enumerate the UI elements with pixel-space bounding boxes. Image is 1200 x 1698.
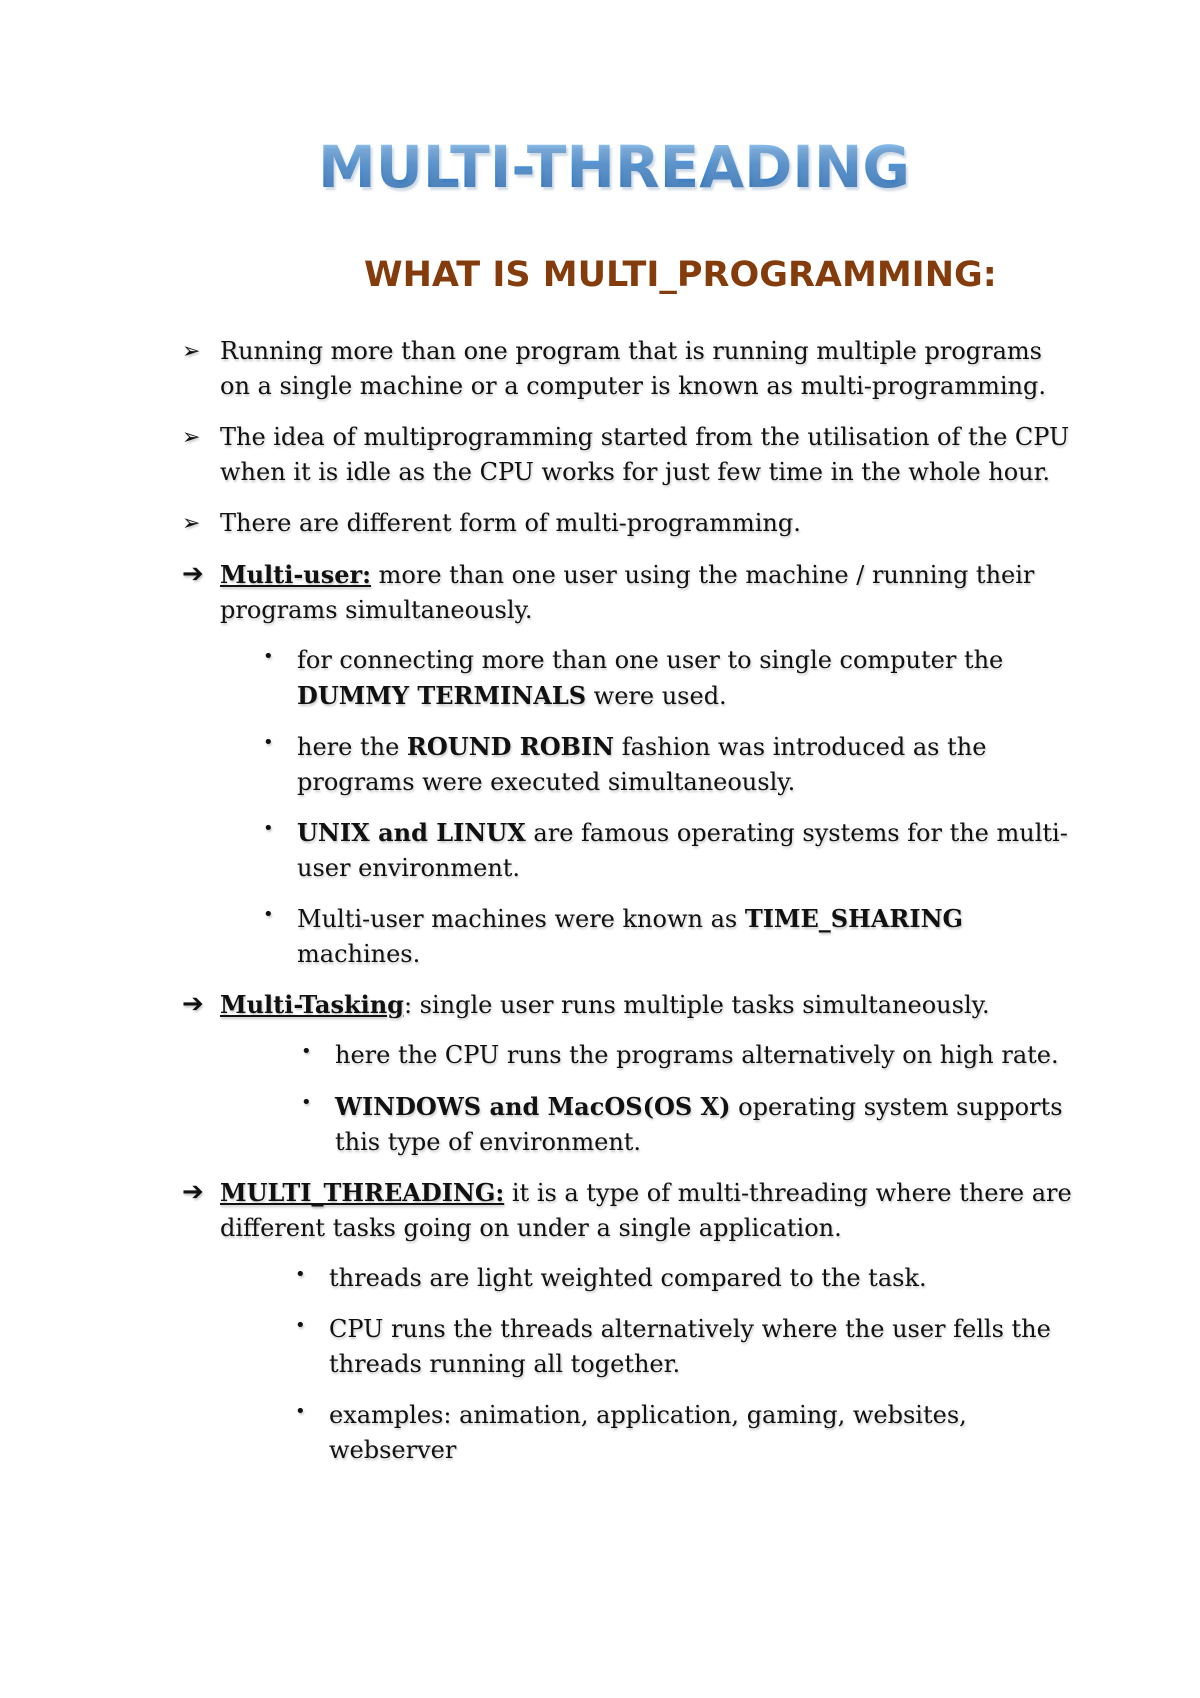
- dot-bullet-icon: •: [301, 1041, 312, 1062]
- intro-text: Running more than one program that is running multiple programs: [220, 337, 1042, 365]
- sub-bullet: [295, 1312, 1051, 1382]
- bullet-text: this type of environment.: [335, 1128, 642, 1156]
- bullet-text: here the: [297, 733, 407, 761]
- dot-bullet-icon: •: [295, 1401, 306, 1422]
- triangle-bullet-icon: ➢: [182, 339, 201, 364]
- multi-threading-section: [182, 1175, 1072, 1246]
- arrow-bullet-icon: ➔: [182, 559, 204, 589]
- sub-bullet: [263, 729, 987, 800]
- bullet-text: operating system supports: [730, 1093, 1063, 1121]
- sub-bullet: [263, 901, 964, 972]
- dot-bullet-icon: •: [263, 646, 274, 667]
- dot-bullet-icon: •: [295, 1315, 306, 1336]
- intro-item: [182, 506, 801, 541]
- intro-text: The idea of multiprogramming started from the utilisation of the CPU: [220, 423, 1070, 451]
- bullet-text: were used.: [586, 682, 727, 710]
- bold-term: ROUND ROBIN: [406, 732, 615, 761]
- section-text: different tasks going on under a single application.: [220, 1214, 842, 1242]
- bold-term: WINDOWS and MacOS(OS X): [335, 1092, 731, 1121]
- dot-bullet-icon: •: [263, 732, 274, 753]
- bullet-text: programs were executed simultaneously.: [297, 768, 796, 796]
- arrow-bullet-icon: ➔: [182, 989, 204, 1019]
- triangle-bullet-icon: ➢: [182, 511, 201, 536]
- bold-term: DUMMY TERMINALS: [297, 681, 587, 710]
- bullet-text: machines.: [297, 940, 421, 968]
- sub-bullet: [295, 1261, 927, 1296]
- section-term: Multi-Tasking: [220, 990, 404, 1019]
- bullet-text: webserver: [329, 1436, 457, 1464]
- intro-item: [182, 334, 1046, 404]
- bullet-text: examples: animation, application, gaming, websites,: [329, 1401, 967, 1429]
- bold-term: TIME_SHARING: [744, 904, 964, 933]
- intro-text: on a single machine or a computer is known as multi-programming.: [220, 372, 1046, 400]
- section-text: more than one user using the machine / running their: [371, 561, 1035, 589]
- multi-user-section: [182, 557, 1035, 628]
- sub-bullet: [263, 643, 1004, 714]
- page-subtitle: WHAT IS MULTI_PROGRAMMING:: [364, 255, 997, 295]
- bullet-text: threads are light weighted compared to the task.: [329, 1264, 927, 1292]
- sub-bullet: [301, 1089, 1063, 1160]
- section-text: it is a type of multi-threading where there are: [504, 1179, 1072, 1207]
- bullet-text: user environment.: [297, 854, 521, 882]
- bullet-text: fashion was introduced as the: [614, 733, 987, 761]
- sub-bullet: [263, 815, 1068, 886]
- bullet-text: Multi-user machines were known as: [297, 905, 745, 933]
- bullet-text: threads running all together.: [329, 1350, 681, 1378]
- sub-bullet: [295, 1398, 967, 1468]
- section-text: : single user runs multiple tasks simultaneously.: [403, 991, 990, 1019]
- bold-term: UNIX and LINUX: [297, 818, 526, 847]
- page-title: MULTI-THREADING: [318, 133, 911, 201]
- intro-item: [182, 420, 1070, 490]
- intro-text: There are different form of multi-programming.: [220, 509, 801, 537]
- bullet-text: CPU runs the threads alternatively where the user fells the: [329, 1315, 1051, 1343]
- bullet-text: here the CPU runs the programs alternatively on high rate.: [335, 1041, 1059, 1069]
- dot-bullet-icon: •: [263, 904, 274, 925]
- sub-bullet: [301, 1038, 1059, 1073]
- bullet-text: for connecting more than one user to single computer the: [297, 646, 1004, 674]
- intro-text: when it is idle as the CPU works for just few time in the whole hour.: [220, 458, 1051, 486]
- multi-tasking-section: [182, 987, 990, 1023]
- section-text: programs simultaneously.: [220, 596, 533, 624]
- dot-bullet-icon: •: [263, 818, 274, 839]
- arrow-bullet-icon: ➔: [182, 1177, 204, 1207]
- triangle-bullet-icon: ➢: [182, 425, 201, 450]
- section-term: MULTI_THREADING:: [220, 1178, 505, 1207]
- dot-bullet-icon: •: [301, 1092, 312, 1113]
- section-term: Multi-user:: [220, 560, 372, 589]
- dot-bullet-icon: •: [295, 1264, 306, 1285]
- bullet-text: are famous operating systems for the multi-: [525, 819, 1068, 847]
